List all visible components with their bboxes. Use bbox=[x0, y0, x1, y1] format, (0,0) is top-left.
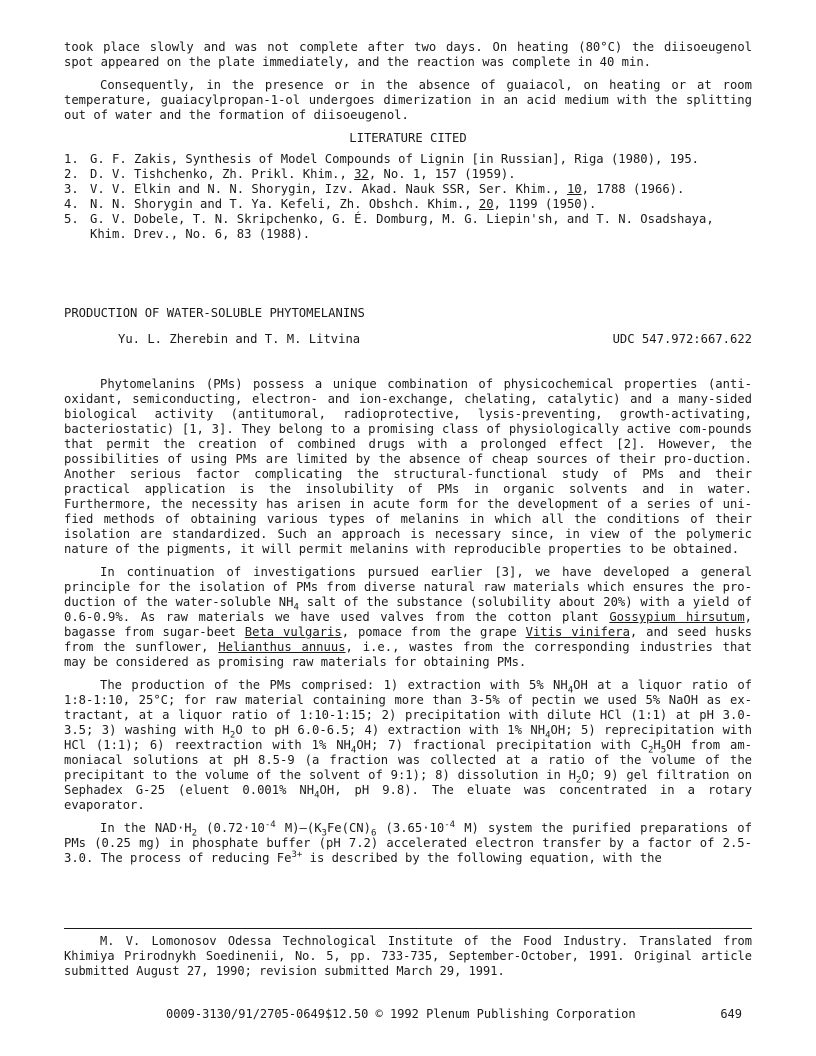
text-run: Fe(CN) bbox=[326, 821, 371, 835]
article-title: PRODUCTION OF WATER-SOLUBLE PHYTOMELANINS bbox=[64, 306, 365, 320]
species-name: Vitis vinifera bbox=[525, 625, 630, 639]
subscript: 2 bbox=[647, 745, 654, 756]
text-run: OH, pH 9.8). The eluate was concentrated in a rotary evaporator. bbox=[64, 783, 752, 812]
superscript: -4 bbox=[444, 819, 456, 830]
reference-text: N. N. Shorygin and T. Ya. Kefeli, Zh. Obshch. Khim., bbox=[90, 197, 479, 211]
text-run: , bagasse from sugar-beet bbox=[64, 610, 752, 639]
subscript: 2 bbox=[229, 730, 236, 741]
reference-number: 4. bbox=[64, 197, 79, 211]
footnote-divider bbox=[64, 928, 752, 929]
reference-text: V. V. Elkin and N. N. Shorygin, Izv. Akad. Nauk SSR, Ser. Khim., bbox=[90, 182, 567, 196]
reference-text: D. V. Tishchenko, Zh. Prikl. Khim., bbox=[90, 167, 355, 181]
byline bbox=[64, 332, 752, 347]
text-run: salt of the substance (solubility about 20%) with a yield of 0.6-0.9%. As raw materials we have used valves from the cotton plant bbox=[64, 595, 752, 624]
reference-text: G. V. Dobele, T. N. Skripchenko, G. É. Domburg, M. G. Liepin'sh, and T. N. Osadshaya, Khim. Drev., No. 6, 83 (1988). bbox=[90, 212, 714, 241]
reference-item bbox=[64, 182, 752, 197]
article-authors: Yu. L. Zherebin and T. M. Litvina bbox=[118, 332, 361, 346]
reference-number: 2. bbox=[64, 167, 79, 181]
reference-volume: 32 bbox=[354, 167, 369, 181]
text-run: In continuation of investigations pursued earlier [3], we have developed a general principle for the isolation of PMs from diverse natural raw materials which ensures the pro-duction of the water-soluble NH bbox=[64, 565, 752, 609]
species-name: Helianthus annuus bbox=[218, 640, 346, 654]
text-run: M) system the purified preparations of PMs (0.25 mg) in phosphate buffer (pH 7.2) accelerated electron transfer by a factor of 2.5-3.0. The process of reducing Fe bbox=[64, 821, 752, 865]
reference-item bbox=[64, 212, 752, 242]
reference-volume: 20 bbox=[478, 197, 494, 211]
text-run: (0.72·10 bbox=[197, 821, 265, 835]
text-run: OH at a liquor ratio of 1:8-1:10, 25°C; for raw material containing more than 3-5% of pectin we used 5% NaOH as ex-tractant, at a liquor ratio of 1:10-1:15; 2) precipitation with dilute HCl (1:1) at pH 3.0-3.5; 3) washing with H bbox=[64, 678, 752, 737]
superscript: 3+ bbox=[291, 849, 303, 860]
reference-text-end: , 1788 (1966). bbox=[581, 182, 685, 196]
text-run: M)—(K bbox=[275, 821, 322, 835]
copyright-line: 0009-3130/91/2705-0649$12.50 © 1992 Plenum Publishing Corporation bbox=[166, 1007, 636, 1021]
paragraph-procedure bbox=[64, 678, 752, 813]
text-run: is described by the following equation, with the bbox=[302, 851, 662, 865]
literature-heading: LITERATURE CITED bbox=[349, 131, 467, 145]
text-run: The production of the PMs comprised: 1) extraction with 5% NH bbox=[100, 678, 568, 692]
reference-list bbox=[64, 152, 752, 242]
text-run: O to pH 6.0-6.5; 4) extraction with 1% NH bbox=[235, 723, 546, 737]
text-run: OH; 5) reprecipitation with HCl (1:1); 6) reextraction with 1% NH bbox=[64, 723, 752, 752]
text-run: (3.65·10 bbox=[376, 821, 445, 835]
reference-item bbox=[64, 167, 752, 182]
paragraph-conclusion: Consequently, in the presence or in the absence of guaiacol, on heating or at room temperature, guaiacylpropan-1-ol undergoes dimerization in an acid medium with the splitting out of water and the formation of diisoeugenol. bbox=[64, 78, 752, 122]
subscript: 6 bbox=[370, 828, 377, 839]
paragraph-raw-materials bbox=[64, 565, 752, 670]
text-run: In the NAD·H bbox=[100, 821, 192, 835]
udc-code: UDC 547.972:667.622 bbox=[612, 332, 752, 346]
text-run: O; 9) gel filtration on Sephadex G-25 (eluent 0.001% NH bbox=[64, 768, 753, 797]
text-run: H bbox=[653, 738, 661, 752]
reference-number: 5. bbox=[64, 212, 79, 226]
footnote-affiliation: M. V. Lomonosov Odessa Technological Institute of the Food Industry. Translated from Khimiya Prirodnykh Soedinenii, No. 5, pp. 733-735, September-October, 1991. Original article submitted August 27, 1990; revision submitted March 29, 1991. bbox=[64, 934, 752, 978]
species-name: Beta vulgaris bbox=[244, 625, 342, 639]
paragraph-introduction: Phytomelanins (PMs) possess a unique combination of physicochemical properties (anti-oxidant, semiconducting, electron- and ion-exchange, chelating, catalytic) and a many-sided biological activity (antitumoral, radioprotective, lysis-preventing, growth-activating, bacteriostatic) [1, 3]. They belong to a promising class of physiologically active com-pounds that permit the creation of combined drugs with a prolonged effect [2]. However, the possibilities of using PMs are limited by the absence of cheap sources of their pro-duction. Another serious factor complicating the structural-functional study of PMs and their practical application is the insolubility of PMs in organic solvents and in water. Furthermore, the necessity has arisen in acute form for the development of a series of uni-fied methods of obtaining various types of melanins in which all the conditions of their isolation are standardized. Such an approach is necessary since, in view of the polymeric nature of the pigments, it will permit melanins with reproducible properties to be obtained. bbox=[64, 377, 752, 556]
subscript: 5 bbox=[660, 745, 667, 756]
text-run: OH from am-moniacal solutions at pH 8.5-9 (a fraction was collected at a ratio of the volume of the precipitant to the volume of the solvent of 9:1); 8) dissolution in H bbox=[64, 738, 752, 782]
text-run: OH; 7) fractional precipitation with C bbox=[356, 738, 648, 752]
subscript: 2 bbox=[575, 775, 582, 786]
subscript: 4 bbox=[314, 790, 320, 801]
page-content bbox=[64, 40, 752, 866]
paragraph-continuation: took place slowly and was not complete after two days. On heating (80°C) the diisoeugenol spot appeared on the plate immediately, and the reaction was complete in 40 min. bbox=[64, 40, 752, 69]
reference-text-end: , 1199 (1950). bbox=[493, 197, 597, 211]
species-name: Gossypium hirsutum bbox=[609, 610, 745, 624]
subscript: 4 bbox=[545, 730, 551, 741]
text-run: , pomace from the grape bbox=[341, 625, 526, 639]
subscript: 4 bbox=[293, 602, 299, 613]
reference-number: 3. bbox=[64, 182, 79, 196]
reference-volume: 10 bbox=[566, 182, 582, 196]
text-run: , i.e., wastes from the corresponding industries that may be considered as promising raw materials for obtaining PMs. bbox=[64, 640, 752, 669]
reference-text: G. F. Zakis, Synthesis of Model Compounds of Lignin [in Russian], Riga (1980), 195. bbox=[90, 152, 700, 166]
superscript: -4 bbox=[264, 819, 276, 830]
paragraph-electron-transfer bbox=[64, 821, 752, 866]
page-number: 649 bbox=[720, 1007, 742, 1021]
reference-number: 1. bbox=[64, 152, 79, 166]
text-run: , and seed husks from the sunflower, bbox=[64, 625, 752, 654]
subscript: 4 bbox=[350, 745, 357, 756]
subscript: 3 bbox=[321, 828, 327, 839]
subscript: 4 bbox=[567, 685, 574, 696]
reference-item bbox=[64, 152, 752, 167]
reference-item bbox=[64, 197, 752, 212]
subscript: 2 bbox=[191, 828, 198, 839]
reference-text-end: , No. 1, 157 (1959). bbox=[368, 167, 516, 181]
